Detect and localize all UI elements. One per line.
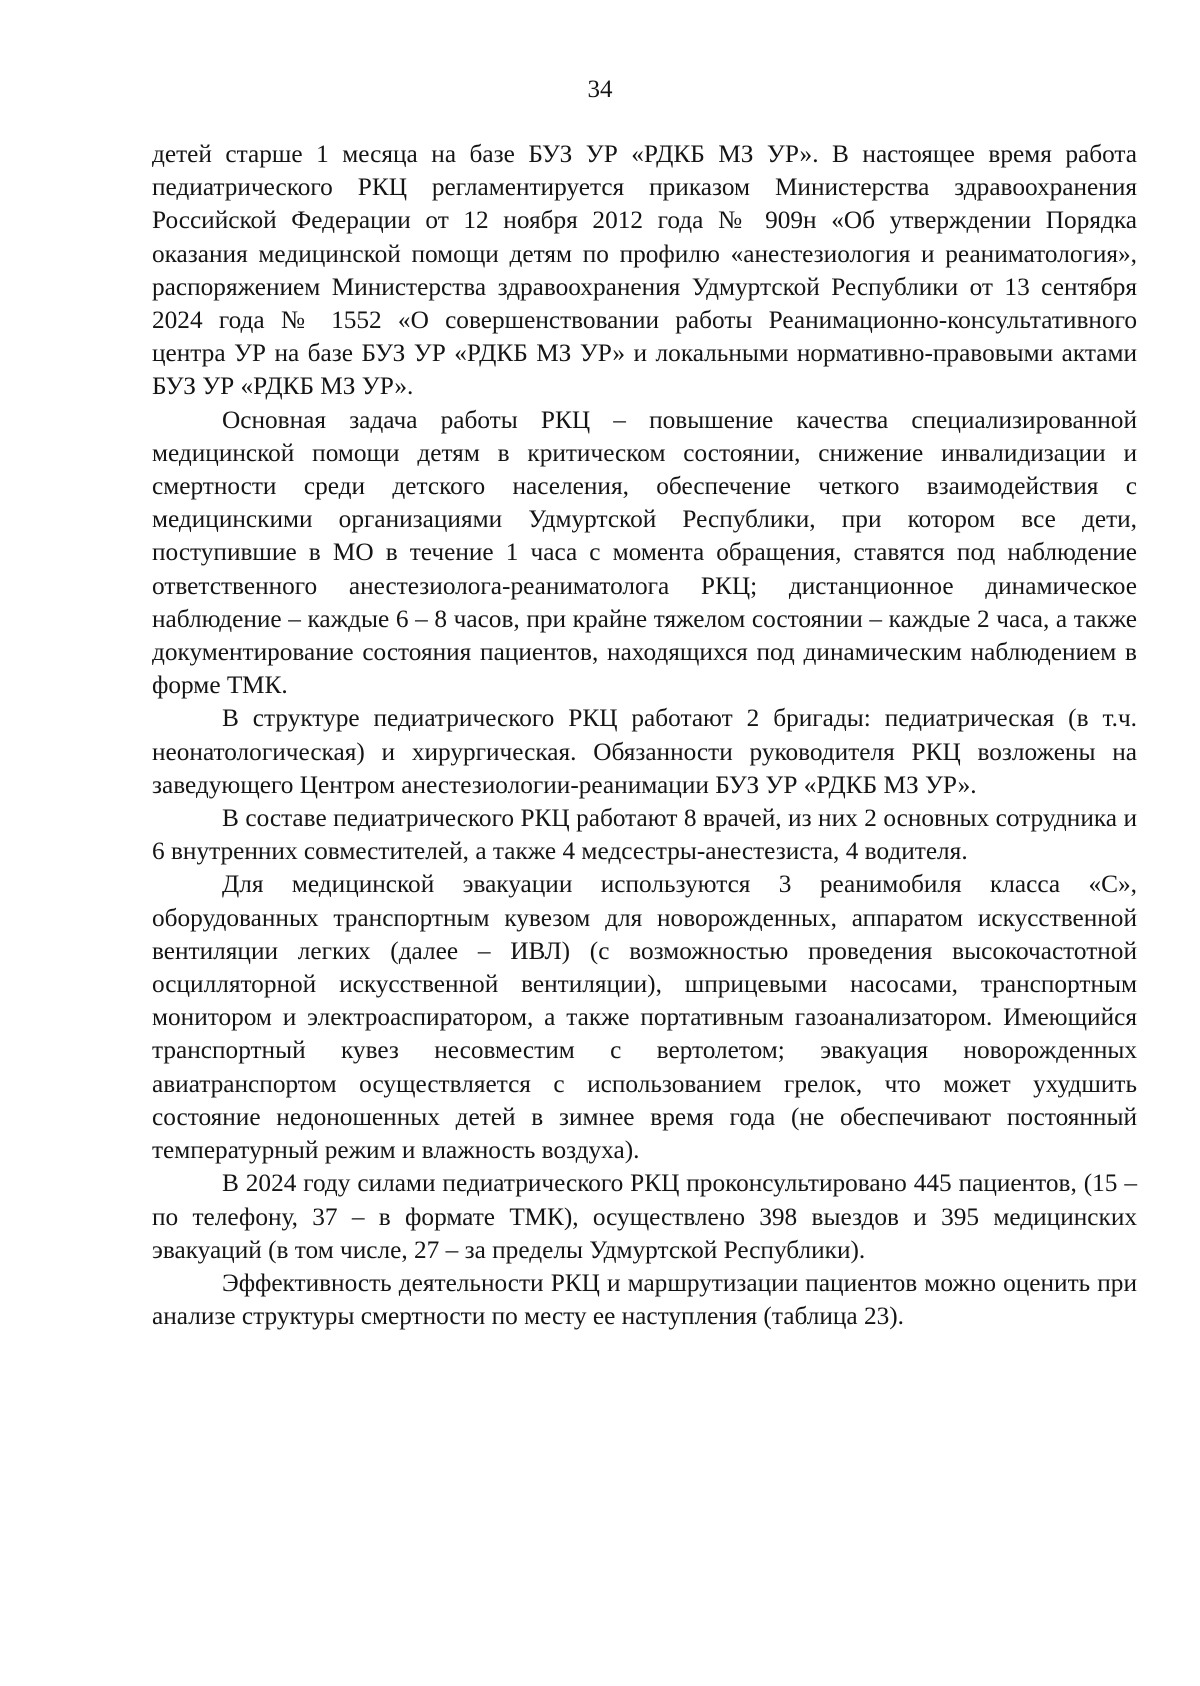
paragraph-2024-stats: В 2024 году силами педиатрического РКЦ проконсультировано 445 пациентов, (15 – по телефону, 37 – в формате ТМК), осуществлено 398 выездов и 395 медицинских эвакуаций (в том числе, 27 – за пределы Удмуртской Республики). bbox=[152, 1169, 1137, 1264]
paragraph-evacuation: Для медицинской эвакуации используются 3 реанимобиля класса «С», оборудованных транспортным кувезом для новорожденных, аппаратом искусственной вентиляции легких (далее – ИВЛ) (с возможностью проведения высокочастотной осцилляторной искусственной вентиляции), шприцевыми насосами, транспортным монитором и электроаспиратором, а также портативным газоанализатором. Имеющийся транспортный кувез несовместим с вертолетом; эвакуация новорожденных авиатранспортом осуществляется с использованием грелок, что может ухудшить состояние недоношенных детей в зимнее время года (не обеспечивают постоянный температурный режим и влажность воздуха). bbox=[152, 870, 1137, 1165]
page-number: 34 bbox=[587, 76, 613, 103]
paragraph-efficiency: Эффективность деятельности РКЦ и маршрутизации пациентов можно оценить при анализе структуры смертности по месту ее наступления (таблица 23). bbox=[152, 1268, 1137, 1331]
document-body bbox=[152, 138, 1137, 1333]
paragraph-staff: В составе педиатрического РКЦ работают 8 врачей, из них 2 основных сотрудника и 6 внутренних совместителей, а также 4 медсестры-анестезиста, 4 водителя. bbox=[152, 804, 1137, 866]
paragraph-main-task: Основная задача работы РКЦ – повышение качества специализированной медицинской помощи детям в критическом состоянии, снижение инвалидизации и смертности среди детского населения, обеспечение четкого взаимодействия с медицинскими организациями Удмуртской Республики, при котором все дети, поступившие в МО в течение 1 часа с момента обращения, ставятся под наблюдение ответственного анестезиолога-реаниматолога РКЦ; дистанционное динамическое наблюдение – каждые 6 – 8 часов, при крайне тяжелом состоянии – каждые 2 часа, а также документирование состояния пациентов, находящихся под динамическим наблюдением в форме ТМК. bbox=[152, 405, 1137, 700]
paragraph-continuation: детей старше 1 месяца на базе БУЗ УР «РДКБ МЗ УР». В настоящее время работа педиатрического РКЦ регламентируется приказом Министерства здравоохранения Российской Федерации от 12 ноября 2012 года № 909н «Об утверждении Порядка оказания медицинской помощи детям по профилю «анестезиология и реаниматология», распоряжением Министерства здравоохранения Удмуртской Республики от 13 сентября 2024 года № 1552 «О совершенствовании работы Реанимационно-консультативного центра УР на базе БУЗ УР «РДКБ МЗ УР» и локальными нормативно-правовыми актами БУЗ УР «РДКБ МЗ УР». bbox=[152, 140, 1137, 401]
paragraph-structure: В структуре педиатрического РКЦ работают 2 бригады: педиатрическая (в т.ч. неонатологическая) и хирургическая. Обязанности руководителя РКЦ возложены на заведующего Центром анестезиологии-реанимации БУЗ УР «РДКБ МЗ УР». bbox=[152, 704, 1137, 799]
